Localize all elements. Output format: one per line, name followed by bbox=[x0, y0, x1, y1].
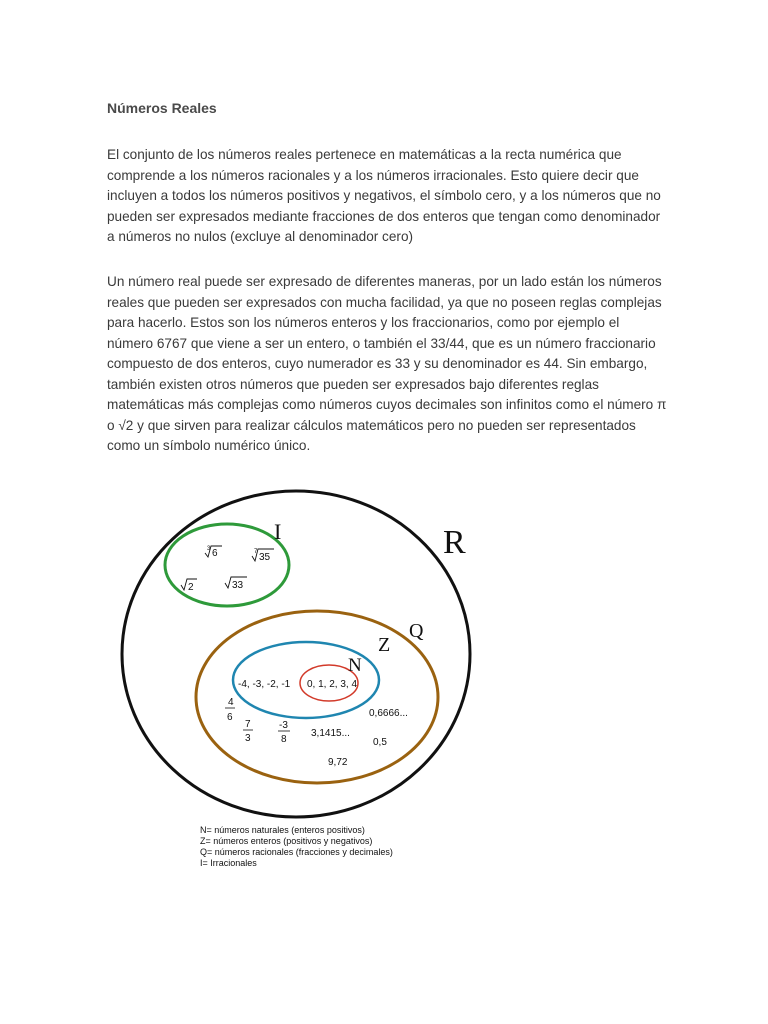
svg-text:8: 8 bbox=[281, 734, 287, 745]
fraction-7-3 bbox=[243, 719, 253, 744]
fraction-neg3-8 bbox=[278, 720, 290, 745]
root-7-of-35 bbox=[252, 549, 274, 563]
paragraph-expression: Un número real puede ser expresado de diferentes maneras, por un lado están los números reales que pueden ser expresados con mucha facilidad, ya que no poseen reglas complejas para hacerlo. Estos son los números enteros y los fraccionarios, como por ejemplo el número 6767 que viene a ser un entero, o también el 33/44, que es un número fraccionario compuesto de dos enteros, cuyo numerador es 33 y su denominador es 44. Sin embargo, también existen otros números que pueden ser expresados bajo diferentes reglas matemáticas más complejas como números cuyos decimales son infinitos como el número π o √2 y que sirven para realizar cálculos matemáticos pero no pueden ser representados como un símbolo numérico único. bbox=[107, 274, 667, 453]
svg-text:3: 3 bbox=[245, 733, 251, 744]
paragraph-intro: El conjunto de los números reales pertenece en matemáticas a la recta numérica que comprende a los números racionales y a los números irracionales. Esto quiere decir que incluyen a todos los números positivos y negativos, el símbolo cero, y a los números que no pueden ser expresados mediante fracciones de dos enteros que tengan como denominador a números no nulos (excluye al denominador cero) bbox=[107, 147, 661, 244]
decimal-0-5: 0,5 bbox=[373, 737, 387, 748]
negative-integers-values: -4, -3, -2, -1 bbox=[238, 679, 291, 690]
irrationals-label: I bbox=[274, 519, 282, 544]
decimal-0-6666: 0,6666... bbox=[369, 708, 408, 719]
svg-text:2: 2 bbox=[188, 582, 194, 593]
decimal-9-72: 9,72 bbox=[328, 757, 348, 768]
integers-label: Z bbox=[378, 634, 391, 656]
root-of-2 bbox=[181, 579, 197, 593]
legend-rationals: Q= números racionales (fracciones y decimales) bbox=[200, 847, 393, 857]
fraction-4-6 bbox=[225, 697, 235, 723]
svg-text:7: 7 bbox=[254, 549, 258, 555]
root-of-33 bbox=[225, 577, 247, 591]
svg-text:6: 6 bbox=[212, 548, 218, 559]
reals-label: R bbox=[443, 524, 466, 561]
svg-text:6: 6 bbox=[227, 712, 233, 723]
irrationals-set bbox=[165, 524, 289, 606]
diagram-legend bbox=[200, 825, 393, 869]
legend-naturals: N= números naturales (enteros positivos) bbox=[200, 825, 365, 835]
legend-integers: Z= números enteros (positivos y negativos) bbox=[200, 836, 373, 846]
svg-text:3: 3 bbox=[207, 546, 211, 552]
natural-numbers-values: 0, 1, 2, 3, 4 bbox=[307, 679, 358, 690]
root-3-of-6 bbox=[205, 546, 222, 559]
svg-text:35: 35 bbox=[259, 552, 271, 563]
svg-text:7: 7 bbox=[245, 719, 251, 730]
svg-text:33: 33 bbox=[232, 580, 244, 591]
naturals-label: N bbox=[348, 655, 362, 676]
decimal-3-1415: 3,1415... bbox=[311, 728, 350, 739]
rationals-label: Q bbox=[409, 620, 424, 642]
reals-set bbox=[122, 491, 470, 817]
svg-text:-3: -3 bbox=[279, 720, 288, 731]
page-title: Números Reales bbox=[107, 100, 217, 116]
svg-text:4: 4 bbox=[228, 697, 234, 708]
legend-irrationals: I= Irracionales bbox=[200, 858, 257, 868]
